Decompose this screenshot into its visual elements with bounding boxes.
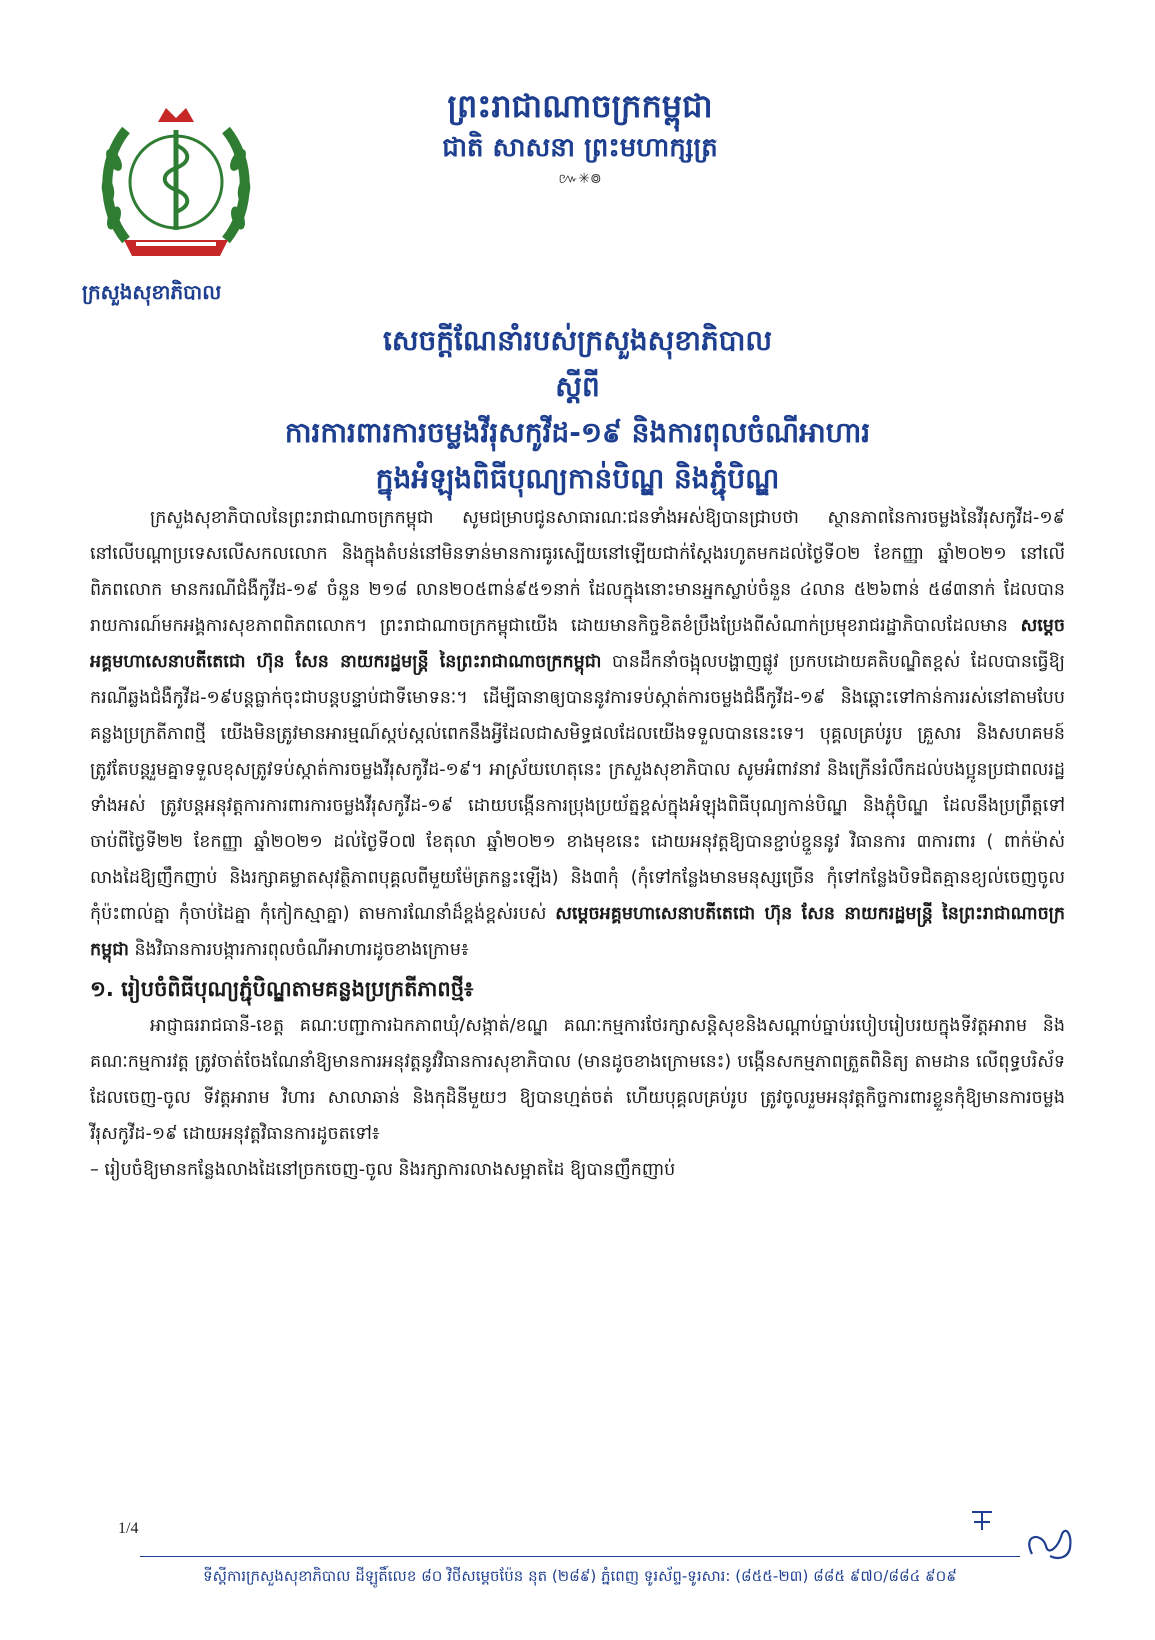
footer-address: ទីស្តីការក្រសួងសុខាភិបាល ដីឡូតិ៍លេខ ៨០ វិថីសម្តេចប៉ែន នុត (២៨៩) ភ្នំពេញ ទូរស័ព្ទ-ទូរសារ: (៨៥៥-២៣) ៨៨៥ ៩៧០/៨៨៤ ៩០៩: [203, 1567, 957, 1585]
section-1-paragraph: អាជ្ញាធររាជធានី-ខេត្ត គណៈបញ្ជាការឯកភាពឃុំ/សង្កាត់/ខណ្ឌ គណៈកម្មការថែរក្សាសន្តិសុខនិងសណ្តាប់ធ្នាប់របៀបរៀបរយក្នុងទីវត្តអារាម និងគណៈកម្មការវត្ត ត្រូវចាត់ចែងណែនាំឱ្យមានការអនុវត្តនូវវិធានការសុខាភិបាល (មានដូចខាងក្រោមនេះ) បង្កើនសកម្មភាពត្រួតពិនិត្យ តាមដាន លើពុទ្ធបរិស័ទ ដែលចេញ-ចូល ទីវត្តអារាម វិហារ សាលាឆាន់ និងកុដិនីមួយៗ ឱ្យបានហ្មត់ចត់ ហើយបុគ្គលគ្រប់រូប ត្រូវចូលរួមអនុវត្តកិច្ចការពារខ្លួនកុំឱ្យមានការចម្លងវីរុសកូវីដ-១៩ ដោយអនុវត្តវិធានការដូចតទៅ៖: [90, 1016, 1065, 1144]
kingdom-header: [330, 86, 830, 188]
title-line-2: ស្តីពី: [555, 370, 600, 403]
national-motto: ជាតិ សាសនា ព្រះមហាក្សត្រ: [442, 133, 718, 163]
kingdom-name: ព្រះរាជាណាចក្រកម្ពុជា: [447, 87, 713, 125]
ornament-divider: ៚✳៙: [558, 171, 602, 187]
prime-minister-title-2: សម្តេចអគ្គមហាសេនាបតីតេជោ ហ៊ុន សែន នាយករដ្ឋមន្ត្រី នៃព្រះរាជាណាចក្រកម្ពុជា: [90, 904, 1065, 960]
document-body: [90, 500, 1065, 1188]
bullet-item: – រៀបចំឱ្យមានកន្លែងលាងដៃនៅច្រកចេញ-ចូល និងរក្សាការលាងសម្អាតដៃ ឱ្យបានញឹកញាប់: [90, 1160, 676, 1180]
prime-minister-title: សម្តេចអគ្គមហាសេនាបតីតេជោ ហ៊ុន សែន នាយករដ្ឋមន្ត្រី នៃព្រះរាជាណាចក្រកម្ពុជា: [90, 616, 1065, 672]
intro-paragraph: [90, 500, 1065, 968]
title-line-3: ការការពារការចម្លងវីរុសកូវីដ-១៩ និងការពុលចំណីអាហារ: [284, 416, 871, 449]
title-line-1: សេចក្តីណែនាំរបស់ក្រសួងសុខាភិបាល: [382, 324, 773, 357]
ministry-logo: [96, 100, 256, 270]
document-title: [150, 318, 1005, 502]
title-line-4: ក្នុងអំឡុងពិធីបុណ្យកាន់បិណ្ឌ និងភ្ជុំបិណ្ឌ: [375, 462, 780, 495]
section-1-heading: ១. រៀបចំពិធីបុណ្យភ្ជុំបិណ្ឌតាមគន្លងប្រក្រតីភាពថ្មី៖: [90, 977, 474, 1001]
footer-divider: [140, 1556, 1020, 1557]
intro-text-b: បានដឹកនាំចង្អុលបង្ហាញផ្លូវ ប្រកបដោយគតិបណ្ឌិតខ្ពស់ ដែលបានធ្វើឱ្យ ករណីឆ្លងជំងឺកូវីដ-១៩បន្តធ្លាក់ចុះជាបន្តបន្ទាប់ជាទីមោទនៈ។ ដើម្បីធានាឲ្យបាននូវការទប់ស្កាត់ការចម្លងជំងឺកូវីដ-១៩ និងឆ្ពោះទៅកាន់ការរស់នៅតាមបែបគន្លងប្រក្រតីភាពថ្មី យើងមិនត្រូវមានអារម្មណ៍ស្កប់ស្កល់ពេកនឹងអ្វីដែលជាសមិទ្ធផលដែលយើងទទួលបាននេះទេ។ បុគ្គលគ្រប់រូប គ្រួសារ និងសហគមន៍ត្រូវតែបន្តរួមគ្នាទទួលខុសត្រូវទប់ស្កាត់ការចម្លងវីរុសកូវីដ-១៩។ អាស្រ័យហេតុនេះ ក្រសួងសុខាភិបាល សូមអំពាវនាវ និងក្រើនរំលឹកដល់បងប្អូនប្រជាពលរដ្ឋទាំងអស់ ត្រូវបន្តអនុវត្តការការពារការចម្លងវីរុសកូវីដ-១៩ ដោយបង្កើនការប្រុងប្រយ័ត្នខ្ពស់ក្នុងអំឡុងពិធីបុណ្យកាន់បិណ្ឌ និងភ្ជុំបិណ្ឌ ដែលនឹងប្រព្រឹត្តទៅចាប់ពីថ្ងៃទី២២ ខែកញ្ញា ឆ្នាំ២០២១ ដល់ថ្ងៃទី០៧ ខែតុលា ឆ្នាំ២០២១ ខាងមុខនេះ ដោយអនុវត្តឱ្យបានខ្ជាប់ខ្ជួននូវ វិធានការ ៣ការពារ ( ពាក់ម៉ាស់ លាងដៃឱ្យញឹកញាប់ និងរក្សាគម្លាតសុវត្ថិភាពបុគ្គលពីមួយម៉ែត្រកន្លះឡើង) និង៣កុំ (កុំទៅកន្លែងមានមនុស្សច្រើន កុំទៅកន្លែងបិទជិតគ្មានខ្យល់ចេញចូល កុំប៉ះពាល់គ្នា កុំចាប់ដៃគ្នា កុំកៀកស្មាគ្នា) តាមការណែនាំដ៏ខ្ពង់ខ្ពស់របស់: [90, 652, 1065, 924]
intro-text-a: ក្រសួងសុខាភិបាលនៃព្រះរាជាណាចក្រកម្ពុជា សូមជម្រាបជូនសាធារណៈជនទាំងអស់ឱ្យបានជ្រាបថា ស្ថានភាពនៃការចម្លងនៃវីរុសកូវីដ-១៩ នៅលើបណ្តាប្រទេសលើសកលលោក និងក្នុងតំបន់នៅមិនទាន់មានការធូរស្បើយនៅឡើយជាក់ស្តែងរហូតមកដល់ថ្ងៃទី០២ ខែកញ្ញា ឆ្នាំ២០២១ នៅលើពិភពលោក មានករណីជំងឺកូវីដ-១៩ ចំនួន ២១៨ លាន២០៥ពាន់៩៥១នាក់ ដែលក្នុងនោះមានអ្នកស្លាប់ចំនួន ៤លាន ៥២៦ពាន់ ៥៨៣នាក់ ដែលបានរាយការណ៍មកអង្គការសុខភាពពិភពលោក។ ព្រះរាជាណាចក្រកម្ពុជាយើង ដោយមានកិច្ចខិតខំប្រឹងប្រែងពីសំណាក់ប្រមុខរាជរដ្ឋាភិបាលដែលមាន: [90, 508, 1065, 636]
handwritten-initials: [962, 1504, 1082, 1564]
intro-text-c: និងវិធានការបង្ការការពុលចំណីអាហារដូចខាងក្រោម៖: [128, 940, 469, 960]
ministry-label: ក្រសួងសុខាភិបាល: [82, 280, 222, 304]
page-number: 1/4: [118, 1520, 139, 1537]
